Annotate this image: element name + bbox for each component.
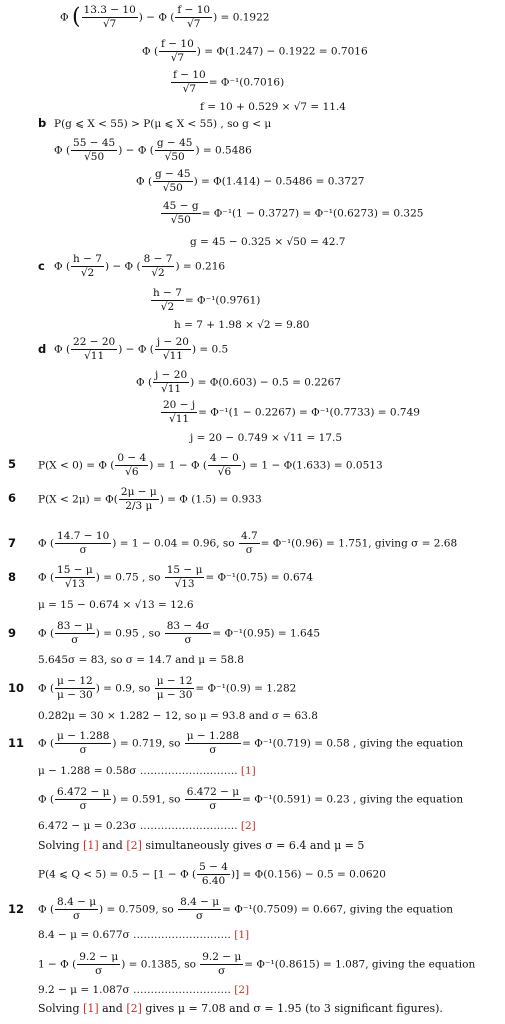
fraction: $\frac{15 - \mu}{√13}$ (57, 564, 93, 590)
equation-ref: [1] (234, 929, 250, 941)
q9-line-1: Φ ( $\frac{83 - \mu}{\sigma}$ ) = 0.95 , so $\frac{83 - 4\sigma}{\sigma}$ = Φ⁻¹(0.95) = 1.645 (38, 620, 321, 646)
fraction: $\frac{6.472 - \mu}{\sigma}$ (57, 786, 110, 812)
q11-line-2: Φ ( $\frac{6.472 - \mu}{\sigma}$ ) = 0.591, so $\frac{6.472 - \mu}{\sigma}$ = Φ⁻¹(0.591) = 0.23 , giving the equation (38, 786, 464, 812)
q4a-line-3: $\frac{f - 10}{√7}$ = Φ⁻¹(0.7016) (173, 69, 285, 95)
fraction: $\frac{g - 45}{√50}$ (156, 137, 193, 163)
q11-equation-1: μ − 1.288 = 0.58σ ………………………. [1] (38, 765, 256, 777)
q10-line-1: Φ ( $\frac{\mu - 12}{\mu - 30}$ ) = 0.9, so $\frac{\mu - 12}{\mu - 30}$ = Φ⁻¹(0.9) = 1.282 (38, 675, 297, 701)
equation-ref: [1] (240, 765, 256, 777)
q7-line: Φ ( $\frac{14.7 - 10}{\sigma}$ ) = 1 − 0.04 = 0.96, so $\frac{4.7}{\sigma}$ = Φ⁻¹(0.96) = 1.751, giving σ = 2.68 (38, 530, 458, 556)
part-label-c: c (38, 259, 45, 273)
fraction: $\frac{13.3 - 10}{√7}$ (83, 4, 136, 30)
fraction: $\frac{6.472 - \mu}{\sigma}$ (186, 786, 240, 812)
q12-line-1: Φ ( $\frac{8.4 - \mu}{\sigma}$ ) = 0.7509, so $\frac{8.4 - \mu}{\sigma}$ = Φ⁻¹(0.7509) = 0.667, giving the equation (38, 896, 454, 922)
fraction: $\frac{f - 10}{√7}$ (161, 38, 194, 64)
q4b-line-4: g = 45 − 0.325 × √50 = 42.7 (190, 236, 346, 248)
fraction: $\frac{f - 10}{√7}$ (177, 4, 211, 30)
q8-line-2: μ = 15 − 0.674 × √13 = 12.6 (38, 599, 194, 611)
q4c-line-2: $\frac{h - 7}{√2}$ = Φ⁻¹(0.9761) (153, 287, 261, 313)
q10-line-2: 0.282μ = 30 × 1.282 − 12, so μ = 93.8 and σ = 63.8 (38, 710, 318, 722)
fraction: $\frac{83 - 4\sigma}{\sigma}$ (166, 620, 210, 646)
q11-probability: P(4 ⩽ Q < 5) = 0.5 − [1 − Φ ( $\frac{5 - 4}{6.40}$ )] = Φ(0.156) − 0.5 = 0.0620 (38, 861, 386, 887)
fraction: $\frac{h - 7}{√2}$ (73, 253, 102, 279)
q8-line-1: Φ ( $\frac{15 - \mu}{√13}$ ) = 0.75 , so $\frac{15 - \mu}{√13}$ = Φ⁻¹(0.75) = 0.674 (38, 564, 314, 590)
equation-ref: [2] (234, 984, 250, 996)
equation-ref: [2] (240, 820, 256, 832)
equation-ref: [1] (83, 1002, 99, 1015)
fraction: $\frac{g - 45}{√50}$ (155, 168, 191, 194)
question-number: 7 (8, 536, 17, 550)
q4a-line-2: Φ ( $\frac{f - 10}{√7}$ ) = Φ(1.247) − 0.1922 = 0.7016 (142, 38, 368, 64)
question-number: 11 (8, 736, 25, 750)
q11-line-1: Φ ( $\frac{\mu - 1.288}{\sigma}$ ) = 0.719, so $\frac{\mu - 1.288}{\sigma}$ = Φ⁻¹(0.719) = 0.58 , giving the equation (38, 730, 464, 756)
q12-solve: Solving [1] and [2] gives μ = 7.08 and σ = 1.95 (to 3 significant figures). (38, 1002, 443, 1015)
question-number: 5 (8, 457, 17, 471)
fraction: $\frac{55 - 45}{√50}$ (73, 137, 116, 163)
fraction: $\frac{0 - 4}{√6}$ (117, 452, 147, 478)
fraction: $\frac{15 - \mu}{√13}$ (166, 564, 203, 590)
part-label-b: b (38, 116, 47, 130)
q9-line-2: 5.645σ = 83, so σ = 14.7 and μ = 58.8 (38, 654, 244, 666)
fraction: $\frac{5 - 4}{6.40}$ (199, 861, 228, 887)
fraction: $\frac{83 - \mu}{\sigma}$ (57, 620, 93, 646)
question-number: 6 (8, 491, 17, 505)
fraction: $\frac{4 - 0}{√6}$ (210, 452, 239, 478)
q6-line: P(X < 2μ) = Φ( $\frac{2\mu - \mu}{2/3 \mu}$ ) = Φ (1.5) = 0.933 (38, 486, 262, 512)
fraction: $\frac{45 - g}{√50}$ (163, 200, 199, 226)
q4c-line-3: h = 7 + 1.98 × √2 = 9.80 (174, 319, 310, 331)
q4b-line-0: P(g ⩽ X < 55) > P(μ ⩽ X < 55) , so g < μ (54, 118, 272, 130)
fraction: $\frac{\mu - 12}{\mu - 30}$ (156, 675, 193, 701)
fraction: $\frac{4.7}{\sigma}$ (240, 530, 258, 556)
q12-line-2: 1 − Φ ( $\frac{9.2 - \mu}{\sigma}$ ) = 0.1385, so $\frac{9.2 - \mu}{\sigma}$ = Φ⁻¹(0.8615) = 1.087, giving the equation (38, 951, 476, 977)
fraction: $\frac{h - 7}{√2}$ (153, 287, 182, 313)
fraction: $\frac{f - 10}{√7}$ (173, 69, 206, 95)
q4b-line-1: Φ ( $\frac{55 - 45}{√50}$ ) − Φ ( $\frac{g - 45}{√50}$ ) = 0.5486 (54, 137, 252, 163)
q4a-line-1: Φ ( $\frac{13.3 - 10}{√7}$ ) − Φ ( $\frac{f - 10}{√7}$ ) = 0.1922 (60, 4, 270, 30)
fraction: $\frac{8 - 7}{√2}$ (143, 253, 173, 279)
fraction: $\frac{j - 20}{√11}$ (156, 336, 189, 362)
part-label-d: d (38, 342, 47, 356)
equation-ref: [2] (126, 839, 142, 852)
q4b-line-3: $\frac{45 - g}{√50}$ = Φ⁻¹(1 − 0.3727) = Φ⁻¹(0.6273) = 0.325 (163, 200, 424, 226)
q12-equation-1: 8.4 − μ = 0.677σ ………………………. [1] (38, 929, 250, 941)
q4d-line-3: $\frac{20 - j}{√11}$ = Φ⁻¹(1 − 0.2267) = Φ⁻¹(0.7733) = 0.749 (163, 399, 420, 425)
q5-line: P(X < 0) = Φ ( $\frac{0 - 4}{√6}$ ) = 1 − Φ ( $\frac{4 - 0}{√6}$ ) = 1 − Φ(1.633) = 0.0513 (38, 452, 383, 478)
q4d-line-4: j = 20 − 0.749 × √11 = 17.5 (190, 432, 342, 444)
question-number: 8 (8, 570, 17, 584)
q11-equation-2: 6.472 − μ = 0.23σ ………………………. [2] (38, 820, 256, 832)
fraction: $\frac{9.2 - \mu}{\sigma}$ (202, 951, 242, 977)
fraction: $\frac{\mu - 1.288}{\sigma}$ (186, 730, 240, 756)
question-number: 10 (8, 681, 25, 695)
q4c-line-1: Φ ( $\frac{h - 7}{√2}$ ) − Φ ( $\frac{8 - 7}{√2}$ ) = 0.216 (54, 253, 226, 279)
q4d-line-1: Φ ( $\frac{22 - 20}{√11}$ ) − Φ ( $\frac{j - 20}{√11}$ ) = 0.5 (54, 336, 229, 362)
q4a-line-4: f = 10 + 0.529 × √7 = 11.4 (200, 101, 346, 113)
fraction: $\frac{2\mu - \mu}{2/3 \mu}$ (120, 486, 157, 512)
question-number: 12 (8, 902, 25, 916)
equation-ref: [2] (126, 1002, 142, 1015)
fraction: $\frac{8.4 - \mu}{\sigma}$ (180, 896, 220, 922)
fraction: $\frac{14.7 - 10}{\sigma}$ (57, 530, 110, 556)
fraction: $\frac{20 - j}{√11}$ (163, 399, 196, 425)
fraction: $\frac{\mu - 1.288}{\sigma}$ (57, 730, 110, 756)
fraction: $\frac{8.4 - \mu}{\sigma}$ (57, 896, 97, 922)
q4d-line-2: Φ ( $\frac{j - 20}{√11}$ ) = Φ(0.603) − 0.5 = 0.2267 (136, 369, 341, 395)
q4b-line-2: Φ ( $\frac{g - 45}{√50}$ ) = Φ(1.414) − 0.5486 = 0.3727 (136, 168, 365, 194)
fraction: $\frac{\mu - 12}{\mu - 30}$ (57, 675, 93, 701)
question-number: 9 (8, 626, 17, 640)
q11-solve: Solving [1] and [2] simultaneously gives σ = 6.4 and μ = 5 (38, 839, 365, 852)
equation-ref: [1] (83, 839, 99, 852)
fraction: $\frac{j - 20}{√11}$ (155, 369, 188, 395)
q12-equation-2: 9.2 − μ = 1.087σ ………………………. [2] (38, 984, 250, 996)
fraction: $\frac{22 - 20}{√11}$ (73, 336, 116, 362)
fraction: $\frac{9.2 - \mu}{\sigma}$ (79, 951, 119, 977)
